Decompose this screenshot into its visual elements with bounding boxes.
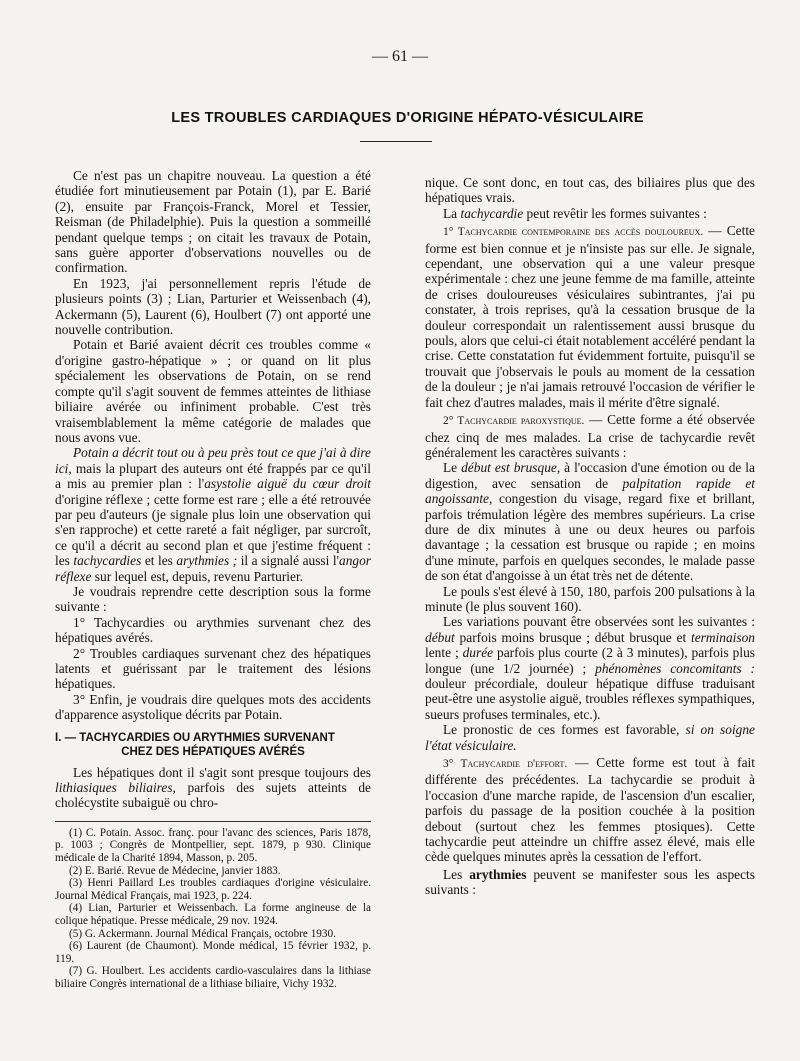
- text: douleur précordiale, douleur hépatique diffuse traduisant peut-être une asystolie aiguë, troubles réflexes sympathiques, sueurs profuses terminales, etc.).: [425, 676, 755, 722]
- subsection-label: 2° Tachycardie paroxystique.: [443, 415, 585, 428]
- text: peut revêtir les formes suivantes :: [523, 205, 707, 221]
- italic-text: début est brusque,: [461, 460, 561, 476]
- text: Les hépatiques dont il s'agit sont presque toujours des: [73, 764, 371, 780]
- paragraph: [55, 445, 371, 584]
- italic-text: palpitation rapide et angoissante,: [425, 475, 755, 507]
- text: Les variations pouvant être observées sont les suivantes :: [443, 614, 755, 630]
- paragraph: [55, 765, 371, 811]
- paragraph: nique. Ce sont donc, en tout cas, des biliaires plus que des hépatiques vrais.: [425, 175, 755, 206]
- paragraph: 3° Enfin, je voudrais dire quelques mots des accidents d'apparence asystolique décrits par Potain.: [55, 691, 371, 723]
- text: — Cette forme a été observée chez cinq de mes malades. La crise de tachycardie revêt généralement les caractères suivants :: [425, 412, 755, 460]
- text: parfois des sujets atteints de cholécystite subaiguë ou chro-: [55, 780, 371, 811]
- text: — Cette forme est bien connue et je n'insiste pas sur elle. Je signale, cependant, une observation qui a une valeur presque expérimentale : chez une jeune femme de ma famille, atteinte de crises douloureuses vésiculaires subintrantes, j'ai pu constater, à trois reprises, qu'à la cessation brusque de la douleur correspondait un ralentissement aussi brusque du pouls, alors que celui-ci était notablement accéléré pendant la crise. Cette constatation fut évidemment fortuite, puisqu'il se trouvait que j'observais le pouls au moment de la cessation de la douleur ; je n'ai jamais retrouvé l'occasion de vérifier le fait chez d'autres malades, mais il mérite d'être signalé.: [425, 223, 755, 410]
- section-heading-line-2: CHEZ DES HÉPATIQUES AVÉRÉS: [121, 745, 305, 758]
- paragraph: 1° Tachycardies ou arythmies survenant chez des hépatiques avérés.: [55, 614, 371, 646]
- paragraph: En 1923, j'ai personnellement repris l'étude de plusieurs points (3) ; Lian, Parturier et Weissenbach (4), Ackermann (5), Laurent (6), Houlbert (7) ont apporté une nouvelle contribution.: [55, 275, 371, 338]
- paragraph: [425, 460, 755, 583]
- italic-text: début: [425, 629, 455, 645]
- paragraph: [425, 206, 755, 221]
- paragraph: [425, 755, 755, 865]
- footnote: (4) Lian, Parturier et Weissenbach. La forme angineuse de la colique hépatique. Presse médicale, 29 nov. 1924.: [55, 902, 371, 927]
- text: d'origine réflexe ; cette forme est rare ; elle a été retrouvée par peu d'auteurs (je signale plus loin une observation qui s'en rapproche) et cette rareté a fait négliger, par surcroît, ce qu'il a décrit au second plan et que j'estime fréquent : les: [55, 491, 371, 569]
- paragraph: [425, 614, 755, 722]
- italic-text: Potain a décrit tout ou à peu près tout ce que j'ai à dire ici,: [55, 445, 371, 476]
- italic-text: tachycardies: [73, 553, 142, 569]
- italic-text: tachycardie: [460, 205, 524, 221]
- paragraph: Le pouls s'est élevé à 150, 180, parfois 200 pulsations à la minute (le plus souvent 160).: [425, 583, 755, 614]
- subsection-label: 3° Tachycardie d'effort.: [443, 758, 568, 771]
- text: Le: [443, 460, 462, 476]
- text: lente ;: [425, 645, 463, 661]
- paragraph: [425, 412, 755, 460]
- section-heading-line-1: I. — TACHYCARDIES OU ARYTHMIES SURVENANT: [55, 731, 335, 744]
- footnote: (2) E. Barié. Revue de Médecine, janvier 1883.: [69, 864, 281, 877]
- section-heading: [55, 731, 371, 759]
- italic-text: angor réflexe: [55, 553, 371, 584]
- footnote-rule: [55, 821, 371, 822]
- paragraph: 2° Troubles cardiaques survenant chez des hépatiques latents et guérissant par le traitement des lésions hépatiques.: [55, 645, 371, 692]
- paragraph: [425, 722, 755, 753]
- footnote: (7) G. Houlbert. Les accidents cardio-vasculaires dans la lithiase biliaire Congrès international de a lithiase biliaire, Vichy 1932.: [55, 965, 371, 990]
- paragraph: Je voudrais reprendre cette description sous la forme suivante :: [55, 583, 371, 615]
- text: parfois moins brusque ; début brusque et: [454, 629, 692, 645]
- italic-text: si on soigne l'état vésiculaire.: [425, 722, 756, 753]
- text: La: [443, 205, 461, 221]
- footnote: (1) C. Potain. Assoc. franç. pour l'avanc des sciences, Paris 1878, p. 1003 ; Congrès de Montpellier, sept. 1879, p 930. Clinique médicale de la Charité 1894, Masson, p. 205.: [55, 826, 371, 865]
- paragraph: Potain et Barié avaient décrit ces troubles comme « d'origine gastro-hépatique » ; or quand on lit plus spécialement les observations de Potain, on se rend compte qu'il s'agit souvent de femmes atteintes de lithiase biliaire avérée ou infiniment probable. C'est très vraisemblablement la même catégorie de malades que nous avons vue.: [55, 337, 371, 445]
- text: Les: [443, 866, 470, 882]
- footnote: (5) G. Ackermann. Journal Médical Français, octobre 1930.: [69, 927, 336, 940]
- text: à l'occasion d'une émotion ou de la digestion, avec sensation de: [425, 460, 755, 491]
- text: Le pronostic de ces formes est favorable,: [443, 722, 686, 738]
- text: il a signalé aussi l': [237, 553, 339, 569]
- right-column: [425, 175, 755, 898]
- left-column: [55, 168, 371, 991]
- footnote: (3) Henri Paillard Les troubles cardiaques d'origine vésiculaire. Journal Médical Français, mai 1923, p. 224.: [55, 877, 371, 902]
- italic-text: phénomènes concomitants :: [595, 660, 755, 676]
- page-number: — 61 —: [372, 48, 428, 65]
- text: peuvent se manifester sous les aspects suivants :: [425, 866, 755, 898]
- text: — Cette forme est tout à fait différente des précédentes. La tachycardie se produit à l'occasion d'une marche rapide, de l'ascension d'un escalier, parfois du passage de la position couchée à la position debout (surtout chez les femmes ptosiques). Cette tachycardie peut atteindre un chiffre assez élevé, mais elle cède quelques minutes après la cessation de l'effort.: [425, 755, 755, 865]
- italic-text: terminaison: [691, 629, 755, 645]
- text: parfois plus courte (2 à 3 minutes), parfois plus longue (une 1/2 journée) ;: [425, 645, 755, 676]
- article-title: LES TROUBLES CARDIAQUES D'ORIGINE HÉPATO-VÉSICULAIRE: [171, 110, 644, 126]
- italic-text: lithiasiques biliaires,: [55, 780, 176, 796]
- text: sur lequel est, depuis, revenu Parturier.: [91, 568, 304, 584]
- footnotes: [55, 827, 371, 991]
- bold-text: arythmies: [469, 866, 527, 882]
- italic-text: durée: [462, 645, 494, 661]
- footnote: (6) Laurent (de Chaumont). Monde médical, 15 février 1932, p. 119.: [55, 940, 371, 965]
- text: congestion du visage, regard fixe et brillant, parfois trémulation légère des membres supérieurs. La crise dure de dix minutes à une ou deux heures ou parfois davantage ; la cessation est brusque ou rapide ; en moins d'une minute, parfois en quelques secondes, le malade passe de son état d'angoisse à un état très net de détente.: [425, 491, 755, 584]
- text: et les: [141, 553, 177, 569]
- text: mais la plupart des auteurs ont été frappés par ce qu'il a mis au premier plan : l': [55, 460, 371, 492]
- paragraph: Ce n'est pas un chapitre nouveau. La question a été étudiée fort minutieusement par Potain (1), par E. Barié (2), ensuite par François-Franck, Morel et Tessier, Reisman (de Philadelphie). Puis la question a sommeillé pendant quelque temps ; on citait les travaux de Potain, sans guère apporter d'observations nouvelles ou de confirmation.: [55, 168, 371, 276]
- paragraph: [425, 223, 755, 410]
- italic-text: asystolie aiguë du cœur droit: [204, 476, 372, 492]
- italic-text: arythmies ;: [176, 553, 238, 569]
- subsection-label: 1° Tachycardie contemporaine des accès douloureux.: [443, 226, 704, 239]
- paragraph: [425, 867, 755, 898]
- title-rule: [360, 141, 432, 142]
